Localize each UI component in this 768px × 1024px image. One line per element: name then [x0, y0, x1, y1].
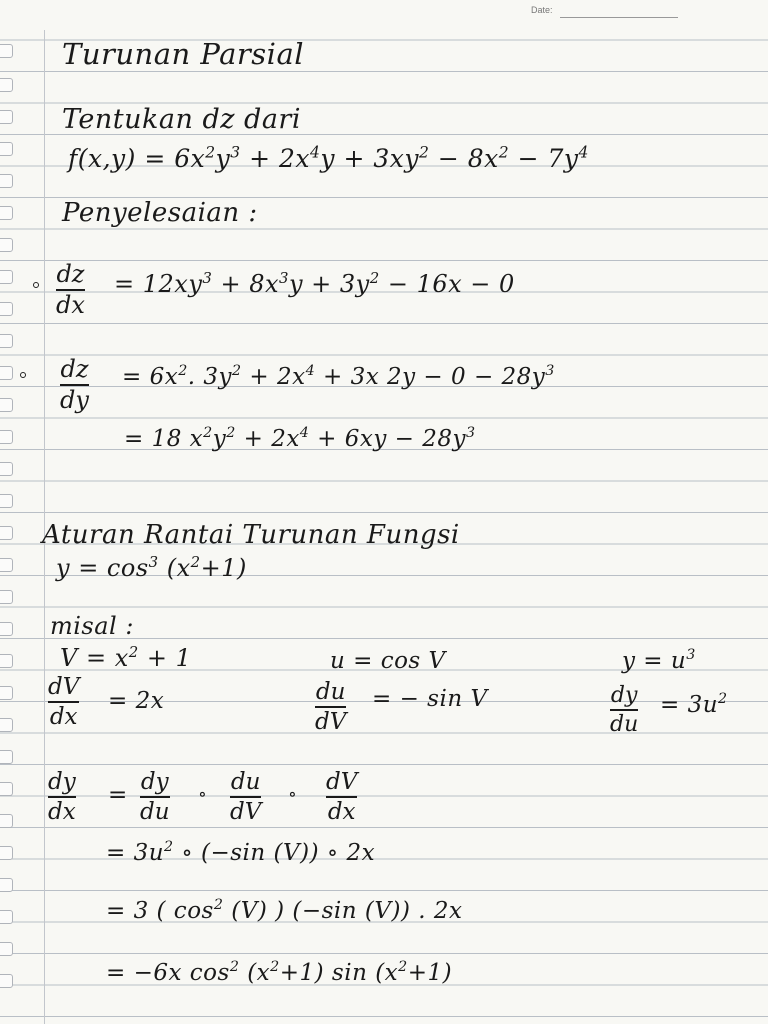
term: $6x^2y^3$	[174, 143, 241, 173]
step-2: = 3 ( $\cos^2 (V)$ ) (−sin (V)) . 2x	[106, 897, 463, 924]
bullet	[33, 282, 39, 288]
binder-hole	[0, 526, 13, 540]
binder-hole	[0, 78, 13, 92]
fraction-du-dv: du dV	[230, 769, 262, 825]
binder-hole	[0, 942, 13, 956]
binder-hole	[0, 622, 13, 636]
substitution-v: $V = x^2 + 1$	[60, 642, 192, 672]
binder-hole	[0, 814, 13, 828]
partial-x-result: = $12xy^3 + 8x^3y + 3y^2 - 16x - 0$	[114, 268, 515, 298]
chain-title: Aturan Rantai Turunan Fungsi	[42, 520, 460, 550]
fraction-dz-dx: dz dx	[56, 260, 85, 319]
term: + $3xy^2$	[335, 143, 430, 173]
page-title: Turunan Parsial	[62, 37, 305, 71]
composition-dot: ∘	[288, 784, 298, 805]
binder-hole	[0, 334, 13, 348]
binder-hole	[0, 302, 13, 316]
fraction-dy-du: dy du	[610, 683, 639, 737]
composition-dot: ∘	[198, 784, 208, 805]
term: + $2x^4y$	[240, 143, 336, 173]
step-1: = $3u^2$ ∘ (−sin (V)) ∘ 2x	[106, 839, 376, 866]
binder-hole	[0, 494, 13, 508]
derivative-dy-du: = $3u^2$	[660, 691, 728, 718]
fraction-dv-dx: dV dx	[326, 769, 358, 825]
binder-hole	[0, 750, 13, 764]
binder-hole	[0, 782, 13, 796]
binder-hole	[0, 142, 13, 156]
problem-instruction: Tentukan dz dari	[62, 104, 301, 135]
fraction-dy-du: dy du	[140, 769, 170, 825]
fraction-dv-dx: dV dx	[48, 674, 80, 730]
fraction-dz-dy: dz dy	[60, 355, 89, 414]
date-label: Date:	[531, 5, 553, 15]
binder-hole	[0, 270, 13, 284]
binder-hole	[0, 462, 13, 476]
function-lhs: f(x,y) =	[68, 144, 175, 173]
binder-hole	[0, 206, 13, 220]
binder-hole	[0, 654, 13, 668]
fraction-dy-dx: dy dx	[48, 769, 76, 825]
chain-function: $y = \cos^3 (x^2+1)$	[56, 552, 247, 582]
binder-hole	[0, 44, 13, 58]
partial-y-line2: = 18 $x^2y^2 + 2x^4 + 6xy - 28y^3$	[124, 425, 476, 452]
binder-hole	[0, 846, 13, 860]
binder-hole	[0, 430, 13, 444]
binder-hole	[0, 110, 13, 124]
derivative-du-dv: = − sin V	[372, 686, 488, 712]
binder-hole	[0, 398, 13, 412]
solution-label: Penyelesaian :	[62, 198, 258, 228]
binder-hole	[0, 686, 13, 700]
term: − $8x^2$	[429, 143, 510, 173]
problem-function	[68, 143, 589, 173]
step-3: = −6x $\cos^2 (x^2+1)$ $\sin (x^2+1)$	[106, 959, 453, 986]
binder-hole	[0, 974, 13, 988]
binder-hole	[0, 174, 13, 188]
binder-hole	[0, 590, 13, 604]
substitution-y: $y = u^3$	[622, 647, 696, 674]
binder-hole	[0, 718, 13, 732]
term: − $7y^4$	[509, 143, 589, 173]
binder-hole	[0, 878, 13, 892]
misal-label: misal :	[50, 612, 134, 640]
binder-holes	[0, 0, 18, 1024]
binder-hole	[0, 238, 13, 252]
fraction-du-dv: du dV	[315, 679, 347, 735]
substitution-u: u = cos V	[330, 648, 446, 674]
equals-sign: =	[108, 782, 128, 808]
partial-y-line1: = $6x^2$. $3y^2 + 2x^4 + 3x$ $2y - 0 - 28y^3$	[122, 363, 555, 390]
date-line	[560, 17, 678, 18]
binder-hole	[0, 910, 13, 924]
binder-hole	[0, 558, 13, 572]
bullet	[20, 372, 26, 378]
binder-hole	[0, 366, 13, 380]
derivative-dv-dx: = 2x	[108, 688, 165, 714]
